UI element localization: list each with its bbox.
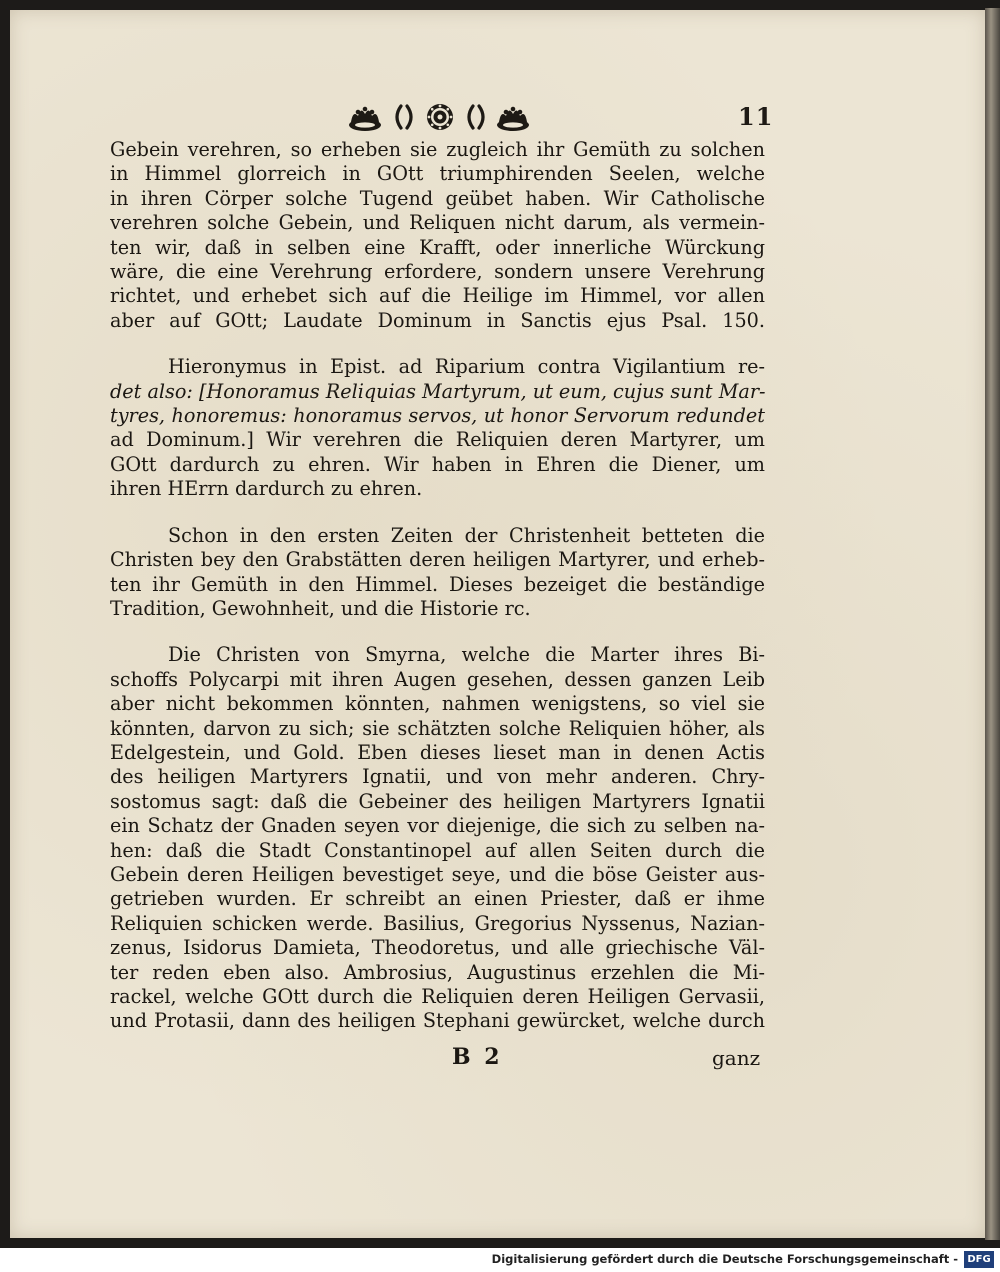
- text-line: aber auf GOtt; Laudate Dominum in Sanctis ejus Psal. 150.: [110, 308, 765, 332]
- paragraph: [110, 355, 765, 501]
- paragraph: [110, 643, 765, 1034]
- text-line: ihren HErrn dardurch zu ehren.: [110, 477, 423, 501]
- text-line: ter reden eben also. Ambrosius, Augustinus erzehlen die Mi-: [110, 960, 765, 984]
- text-line: des heiligen Martyrers Ignatii, und von mehr anderen. Chry-: [110, 765, 765, 789]
- text-line: Tradition, Gewohnheit, und die Historie rc.: [110, 596, 531, 620]
- crown-icon: [497, 107, 529, 131]
- text-line: rackel, welche GOtt durch die Reliquien deren Heiligen Gervasii,: [110, 985, 765, 1008]
- crown-icon: [349, 107, 381, 131]
- text-line: in ihren Cörper solche Tugend geübet haben. Wir Catholische: [110, 186, 765, 210]
- text-line: Schon in den ersten Zeiten der Christenheit betteten die: [168, 523, 765, 547]
- text-line: schoffs Polycarpi mit ihren Augen gesehen, dessen ganzen Leib: [110, 667, 765, 691]
- text-line: könnten, darvon zu sich; sie schätzten solche Reliquien höher, als: [110, 716, 765, 740]
- text-line: zenus, Isidorus Damieta, Theodoretus, und alle griechische Väl-: [110, 936, 765, 960]
- text-line: und Protasii, dann des heiligen Stephani gewürcket, welche durch: [110, 1009, 765, 1033]
- text-line: ten ihr Gemüth in den Himmel. Dieses bezeiget die beständige: [110, 572, 765, 596]
- paragraph: [110, 138, 765, 333]
- text-line: ein Schatz der Gnaden seyen vor diejenige, die sich zu selben na-: [110, 814, 765, 838]
- text-line: Edelgestein, und Gold. Eben dieses lieset man in denen Actis: [110, 740, 765, 764]
- text-line: richtet, und erhebet sich auf die Heilige im Himmel, vor allen: [110, 284, 765, 308]
- text-line: Hieronymus in Epist. ad Riparium contra Vigilantium re-: [168, 355, 765, 379]
- text-block: [110, 138, 765, 1034]
- header-ornament: [345, 100, 535, 134]
- text-line-latin-quote: det also: [Honoramus Reliquias Martyrum, ut eum, cujus sunt Mar-: [110, 379, 765, 403]
- text-line-latin-quote: tyres, honoremus: honoramus servos, ut honor Servorum redundet: [110, 404, 765, 428]
- bracket-ornament-icon: [397, 106, 411, 128]
- page-number: 11: [738, 102, 774, 131]
- text-line: getrieben wurden. Er schreibt an einen Priester, daß er ihme: [110, 887, 765, 911]
- text-line: GOtt dardurch zu ehren. Wir haben in Ehren die Diener, um: [110, 452, 765, 476]
- text-line: Reliquien schicken werde. Basilius, Gregorius Nyssenus, Nazian-: [110, 911, 765, 935]
- text-line: aber nicht bekommen könnten, nahmen wenigstens, so viel sie: [110, 692, 765, 716]
- paragraph-gap: [110, 621, 765, 643]
- text-line: Gebein verehren, so erheben sie zugleich ihr Gemüth zu solchen: [110, 138, 765, 161]
- text-line: Gebein deren Heiligen bevestiget seye, und die böse Geister aus-: [110, 862, 765, 886]
- catchword: ganz: [712, 1046, 761, 1070]
- funding-notice: Digitalisierung gefördert durch die Deutsche Forschungsgemeinschaft -: [491, 1252, 958, 1266]
- text-line: in Himmel glorreich in GOtt triumphirenden Seelen, welche: [110, 162, 765, 186]
- dfg-logo-icon[interactable]: DFG: [964, 1251, 994, 1268]
- text-line: verehren solche Gebein, und Reliquen nicht darum, als vermein-: [110, 211, 765, 235]
- text-line: Die Christen von Smyrna, welche die Marter ihres Bi-: [168, 643, 765, 667]
- text-line: wäre, die eine Verehrung erfordere, sondern unsere Verehrung: [110, 260, 765, 284]
- rosette-icon: [427, 104, 453, 130]
- paragraph: [110, 524, 765, 622]
- book-page-edge: [985, 8, 1000, 1240]
- signature-mark: B 2: [452, 1044, 503, 1070]
- text-line: ten wir, daß in selben eine Krafft, oder innerliche Würckung: [110, 235, 765, 259]
- text-line: ad Dominum.] Wir verehren die Reliquien deren Martyrer, um: [110, 428, 765, 452]
- text-line: Christen bey den Grabstätten deren heiligen Martyrer, und erheb-: [110, 548, 765, 572]
- digitization-footer: [0, 1248, 1000, 1272]
- bracket-ornament-icon: [469, 106, 483, 128]
- text-line: hen: daß die Stadt Constantinopel auf allen Seiten durch die: [110, 838, 765, 862]
- text-line: sostomus sagt: daß die Gebeiner des heiligen Martyrers Ignatii: [110, 789, 765, 813]
- paragraph-gap: [110, 333, 765, 355]
- paragraph-gap: [110, 502, 765, 524]
